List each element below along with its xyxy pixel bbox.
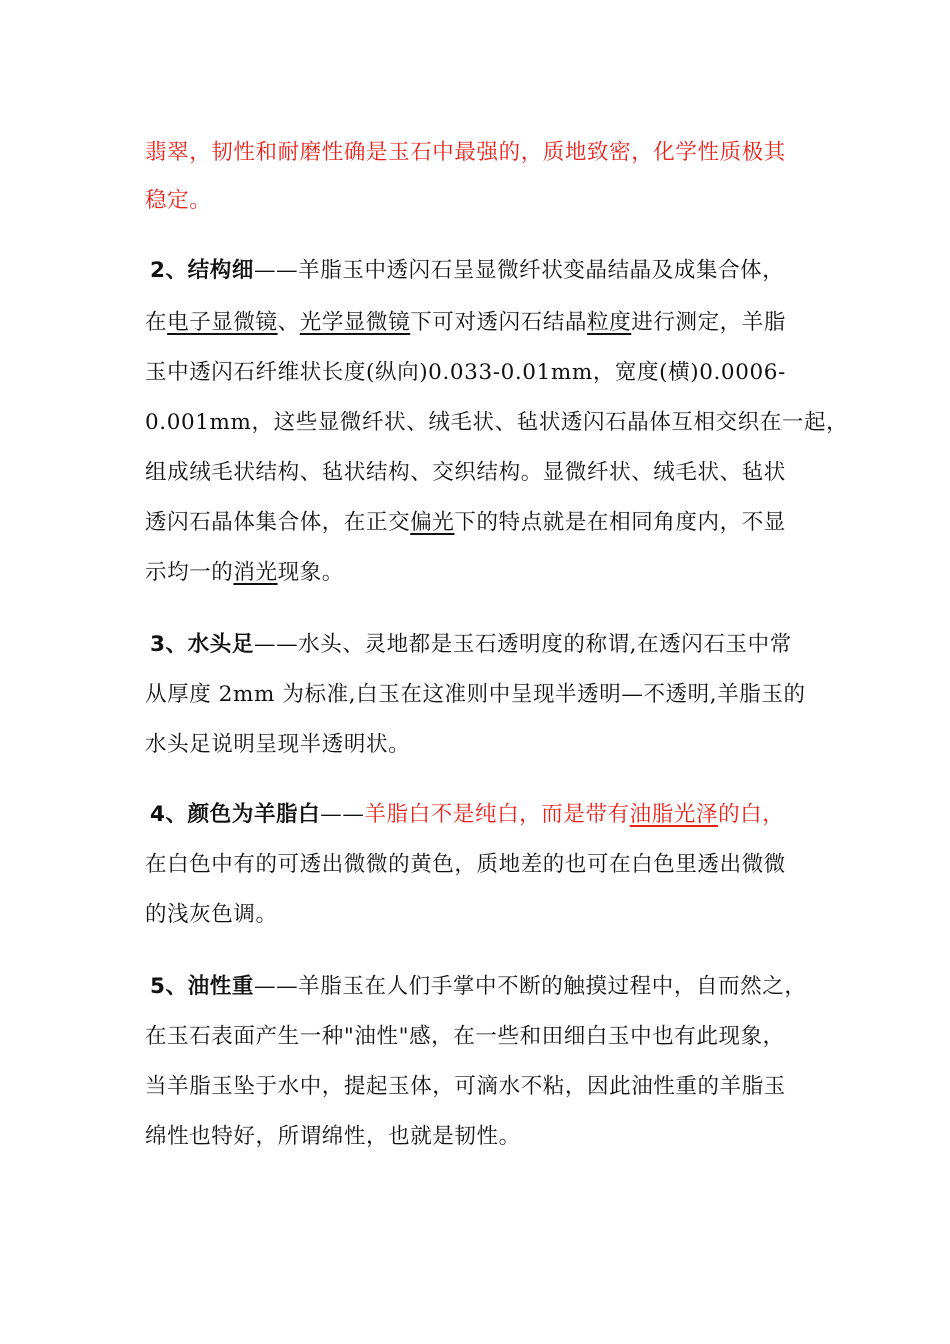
section-2-line-4: 0.001mm，这些显微纤状、绒毛状、毡状透闪石晶体互相交织在一起， [145,410,849,435]
section-5-line-4: 绵性也特好，所谓绵性，也就是韧性。 [145,1124,521,1149]
section-4-line-3: 的浅灰色调。 [145,902,278,927]
section-5-text: ——羊脂玉在人们手掌中不断的触摸过程中，自而然之， [253,974,807,999]
section-2-line-7 [145,558,344,588]
section-2-heading: 2、结构细 [150,258,254,283]
section-3-line-3: 水头足说明呈现半透明状。 [145,732,411,757]
section-4-heading: 4、颜色为羊脂白 [150,802,321,827]
section-4-line-1 [150,800,784,830]
section-5-line-1 [150,972,806,1002]
link-optical-microscope[interactable]: 光学显微镜 [299,310,411,335]
text-span: 羊脂白不是纯白，而是带有 [364,802,630,827]
section-3-text: ——水头、灵地都是玉石透明度的称谓,在透闪石玉中常 [253,632,792,657]
section-2-line-3: 玉中透闪石纤维状长度(纵向)0.033-0.01mm，宽度(横)0.0006- [145,360,786,385]
link-extinction[interactable]: 消光 [233,560,278,585]
text-span: 下的特点就是在相同角度内，不显 [454,510,786,535]
section-2-line-1 [150,256,784,286]
section-3-line-1 [150,630,792,660]
section-5-line-3: 当羊脂玉坠于水中，提起玉体，可滴水不粘，因此油性重的羊脂玉 [145,1074,786,1099]
text-span: 进行测定，羊脂 [631,310,786,335]
section-2-line-5: 组成绒毛状结构、毡状结构、交织结构。显微纤状、绒毛状、毡状 [145,460,786,485]
section-4-line-2: 在白色中有的可透出微微的黄色，质地差的也可在白色里透出微微 [145,852,786,877]
section-2-line-6 [145,508,786,538]
section-5-line-2: 在玉石表面产生一种"油性"感，在一些和田细白玉中也有此现象， [145,1024,785,1049]
intro-line-2: 稳定。 [145,188,212,213]
text-span: 、 [277,310,300,335]
text-span: 示均一的 [145,560,234,585]
text-span: 现象。 [277,560,344,585]
section-2-line-2 [145,308,786,338]
link-greasy-luster[interactable]: 油脂光泽 [629,802,719,827]
text-span: 下可对透闪石结晶 [410,310,588,335]
section-2-text: ——羊脂玉中透闪石呈显微纤状变晶结晶及成集合体， [253,258,785,283]
section-3-heading: 3、水头足 [150,632,254,657]
section-5-heading: 5、油性重 [150,974,254,999]
text-span: 在 [145,310,168,335]
link-polarized-light[interactable]: 偏光 [410,510,455,535]
text-span: —— [320,802,365,827]
section-3-line-2: 从厚度 2mm 为标准,白玉在这准则中呈现半透明—不透明,羊脂玉的 [145,682,806,707]
link-grain-size[interactable]: 粒度 [587,310,632,335]
link-electron-microscope[interactable]: 电子显微镜 [167,310,278,335]
text-span: 透闪石晶体集合体，在正交 [145,510,411,535]
intro-line-1: 翡翠，韧性和耐磨性确是玉石中最强的，质地致密，化学性质极其 [145,140,786,165]
text-span: 的白， [718,802,785,827]
